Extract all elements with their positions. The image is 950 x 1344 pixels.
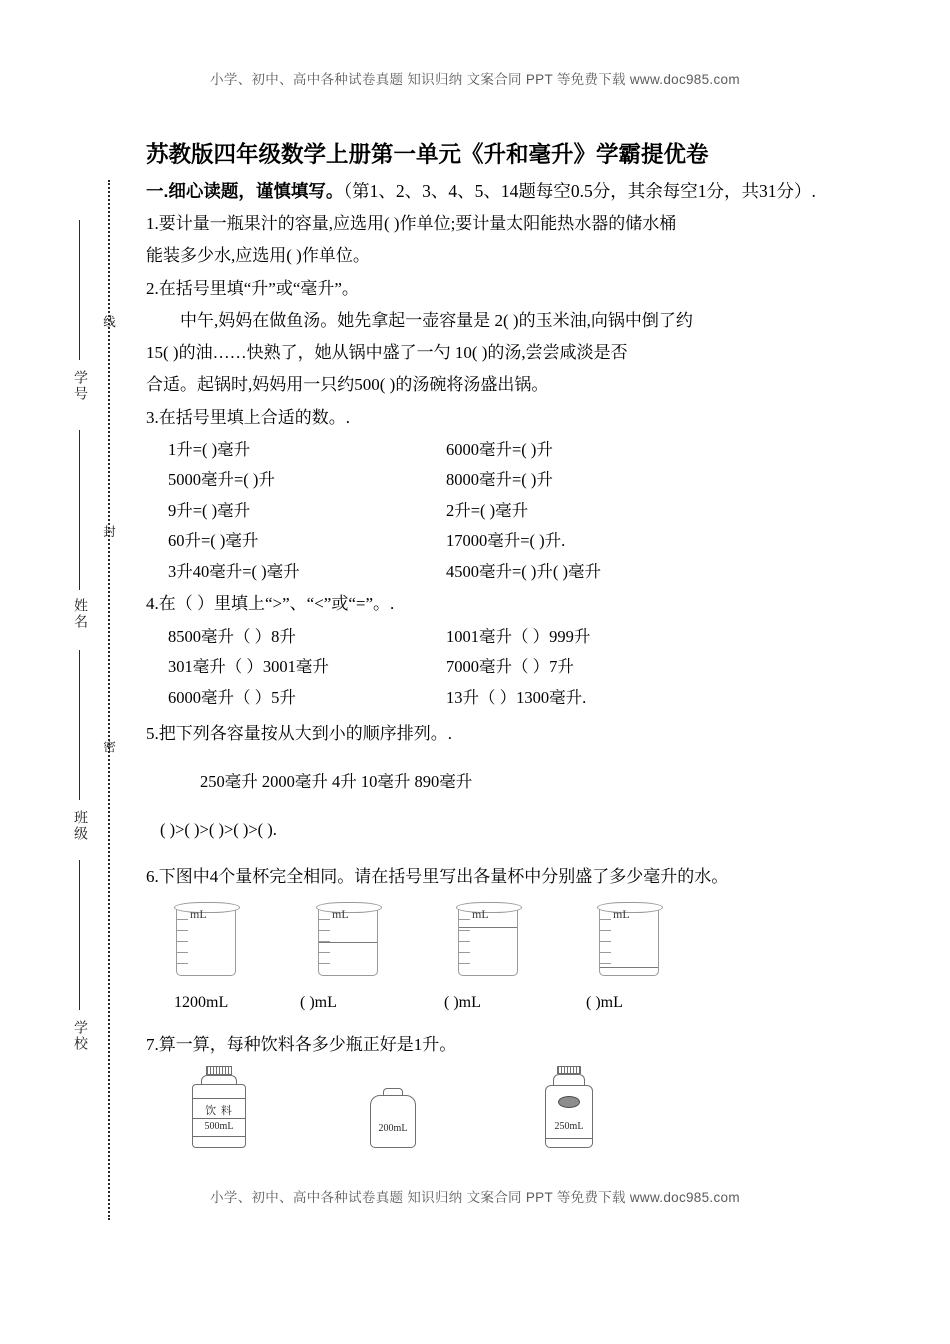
question-3-row-1-right: 8000毫升=( )升 (446, 470, 553, 490)
beaker-3-rim (456, 902, 522, 913)
question-4-row (146, 622, 832, 653)
seal-label-school: 学校 (72, 1020, 87, 1052)
question-3-row-3-right: 17000毫升=( )升. (446, 531, 566, 551)
watermark-bottom: 小学、初中、高中各种试卷真题 知识归纳 文案合同 PPT 等免费下载 www.doc985.com (210, 1190, 740, 1205)
question-3-row (146, 465, 832, 496)
question-3-row-3-left: 60升=( )毫升 (168, 531, 259, 551)
question-3-row-4-right: 4500毫升=( )升( )毫升 (446, 561, 602, 581)
beaker-label-group (146, 994, 832, 1022)
question-3-row (146, 496, 832, 527)
question-4-row (146, 652, 832, 683)
question-1-line-1: 1.要计量一瓶果汁的容量,应选用( )作单位;要计量太阳能热水器的储水桶 (146, 214, 677, 233)
bottle-2-volume: 200mL (378, 1123, 408, 1135)
section-one-scoring: （第1、2、3、4、5、14题每空0.5分，其余每空1分，共31分）. (343, 181, 816, 202)
question-4-row-2-right: 13升（ ）1300毫升. (446, 687, 587, 707)
question-4-row-1-left: 301毫升（ ）3001毫升 (168, 657, 329, 677)
beaker-3-water-level (459, 927, 517, 928)
beaker-2-water-level (319, 942, 377, 943)
question-5-blanks: ( )>( )>( )>( )>( ). (160, 819, 277, 839)
question-3-row-0-left: 1升=( )毫升 (168, 439, 251, 459)
bottle-3-emblem-icon (558, 1096, 580, 1108)
beaker-2-rim (316, 902, 382, 913)
beaker-1-label: 1200mL (174, 993, 229, 1011)
question-3-row (146, 435, 832, 466)
question-2-line-1: 中午,妈妈在做鱼汤。她先拿起一壶容量是 2( )的玉米油,向锅中倒了约 (180, 310, 693, 330)
beaker-4-label: ( )mL (586, 993, 623, 1011)
question-3-row-4-left: 3升40毫升=( )毫升 (168, 561, 300, 581)
seal-rule-4 (79, 860, 80, 1010)
question-7-stem: 7.算一算，每种饮料各多少瓶正好是1升。 (146, 1034, 457, 1054)
section-one-label: 一. (146, 181, 169, 202)
beaker-3-unit-label: mL (472, 906, 489, 921)
question-3-stem: 3.在括号里填上合适的数。. (146, 407, 350, 427)
seal-dotted-line (108, 180, 110, 1220)
beaker-4-unit-label: mL (613, 906, 630, 921)
bottle-group (146, 1066, 832, 1160)
seal-rule-1 (79, 220, 80, 360)
question-3-row (146, 526, 832, 557)
question-2-line-3: 合适。起锅时,妈妈用一只约500( )的汤碗将汤盛出锅。 (146, 375, 549, 395)
question-3-row-2-right: 2升=( )毫升 (446, 500, 529, 520)
question-4-row-2-left: 6000毫升（ ）5升 (168, 687, 296, 707)
beaker-4-rim (597, 902, 663, 913)
seal-label-line: 线 (101, 315, 116, 330)
question-1-line-2: 能装多少水,应选用( )作单位。 (146, 246, 370, 266)
seal-label-student-id: 学号 (72, 370, 87, 402)
question-6-stem: 6.下图中4个量杯完全相同。请在括号里写出各量杯中分别盛了多少毫升的水。 (146, 866, 729, 886)
beaker-group (146, 902, 832, 994)
question-4-row-0-right: 1001毫升（ ）999升 (446, 626, 591, 646)
beaker-3 (458, 902, 520, 978)
beaker-2-unit-label: mL (332, 906, 349, 921)
question-4-row-0-left: 8500毫升（ ）8升 (168, 626, 296, 646)
question-5-values: 250毫升 2000毫升 4升 10毫升 890毫升 (200, 771, 473, 791)
section-one-title: 细心读题，谨慎填写。 (168, 181, 344, 202)
beaker-2 (318, 902, 380, 978)
question-2-line-2: 15( )的油……快熟了，她从锅中盛了一勺 10( )的汤,尝尝咸淡是否 (146, 343, 628, 362)
seal-label-name: 姓名 (72, 598, 87, 630)
beaker-1 (176, 902, 238, 978)
bottle-3-volume: 250mL (554, 1121, 584, 1133)
page-title: 苏教版四年级数学上册第一单元《升和毫升》学霸提优卷 (146, 142, 709, 167)
question-4-row-1-right: 7000毫升（ ）7升 (446, 657, 574, 677)
section-one-heading (146, 176, 832, 207)
question-4-row (146, 683, 832, 714)
bottle-1-volume: 500mL (204, 1121, 234, 1133)
bottle-1-name: 饮 料 (205, 1105, 233, 1118)
beaker-4 (599, 902, 661, 978)
seal-label-seal: 封 (101, 525, 116, 540)
question-3-row (146, 557, 832, 588)
question-3-row-1-left: 5000毫升=( )升 (168, 470, 275, 490)
beaker-3-label: ( )mL (444, 993, 481, 1011)
beaker-4-water-level (600, 967, 658, 968)
exam-sheet (146, 140, 832, 1160)
question-5-stem: 5.把下列各容量按从大到小的顺序排列。. (146, 724, 452, 744)
question-3-row-0-right: 6000毫升=( )升 (446, 439, 553, 459)
beaker-1-unit-label: mL (190, 906, 207, 921)
watermark-top: 小学、初中、高中各种试卷真题 知识归纳 文案合同 PPT 等免费下载 www.doc985.com (210, 72, 740, 87)
question-2-stem: 2.在括号里填“升”或“毫升”。 (146, 278, 359, 298)
seal-label-secret: 密 (101, 740, 116, 755)
seal-label-class: 班级 (72, 810, 87, 842)
seal-rule-2 (79, 430, 80, 590)
question-4-stem: 4.在（ ）里填上“>”、“<”或“=”。. (146, 594, 395, 614)
beaker-2-label: ( )mL (300, 993, 337, 1011)
beaker-1-rim (174, 902, 240, 913)
question-3-row-2-left: 9升=( )毫升 (168, 500, 251, 520)
seal-rule-3 (79, 650, 80, 800)
seal-strip (58, 180, 128, 1220)
